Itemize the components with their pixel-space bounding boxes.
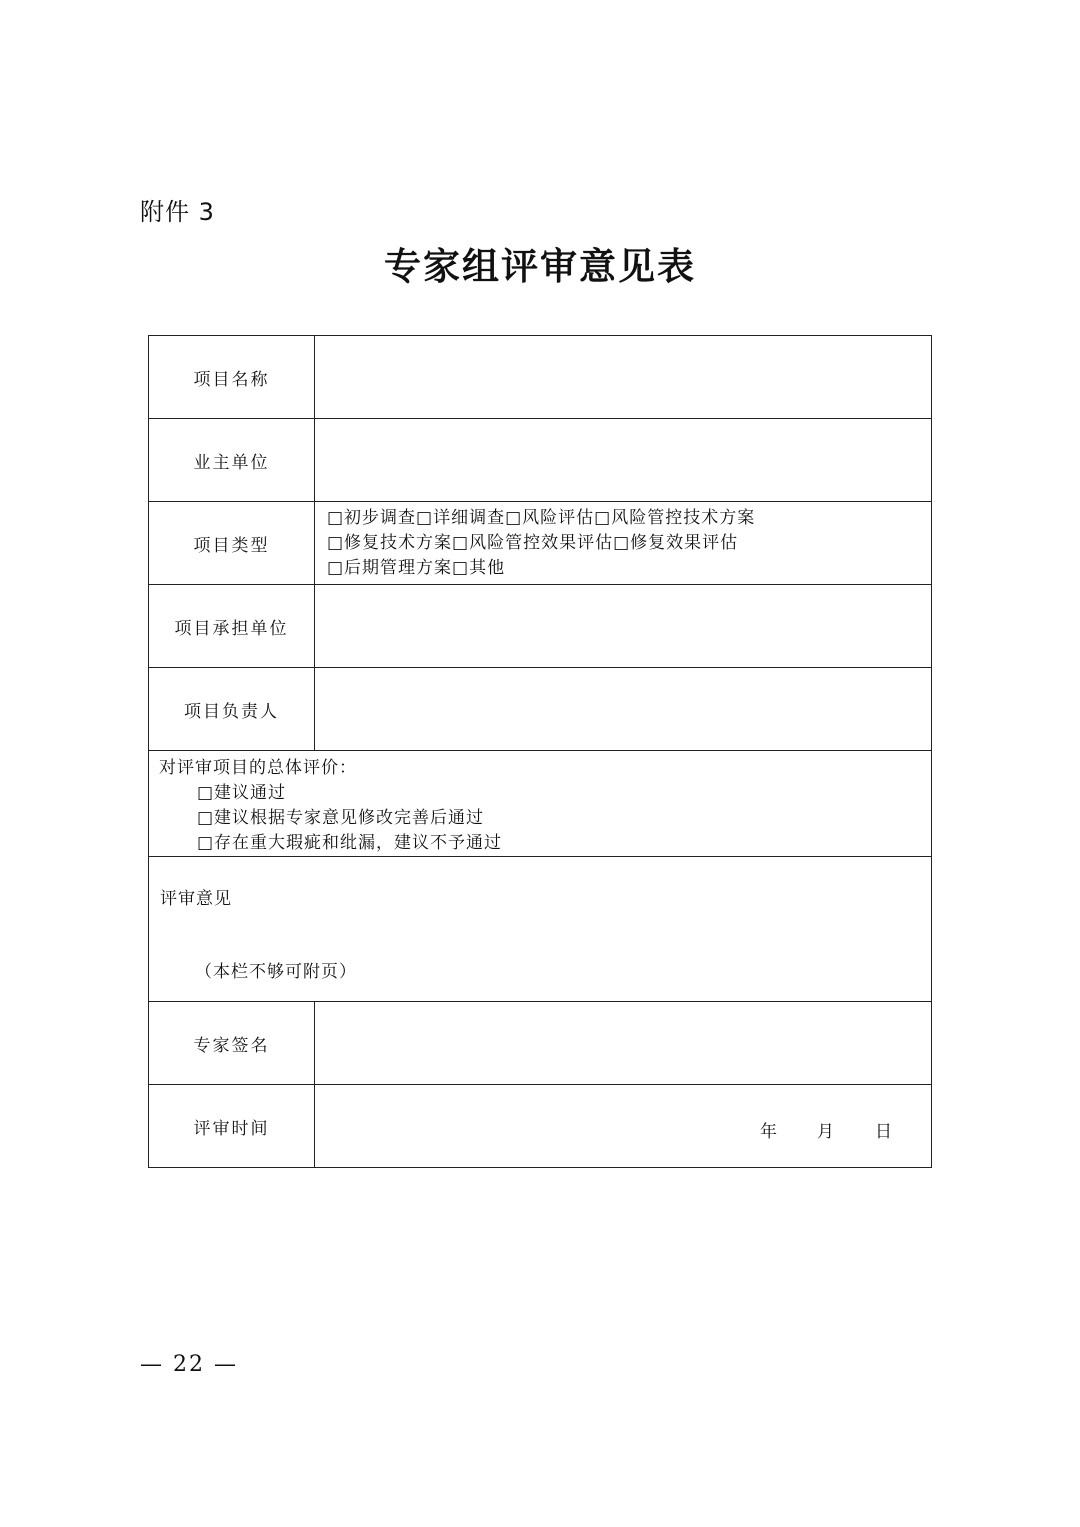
attachment-label: 附件 3 [140, 198, 215, 226]
review-opinion-cell[interactable] [149, 857, 932, 1002]
project-type-options[interactable] [315, 502, 932, 585]
review-opinion-note: （本栏不够可附页） [195, 962, 357, 982]
project-type-line[interactable]: □后期管理方案□其他 [327, 557, 506, 578]
row-project-name [149, 336, 932, 419]
row-expert-signature [149, 1002, 932, 1085]
date-day: 日 [875, 1122, 892, 1142]
undertaking-unit-field[interactable] [315, 585, 932, 668]
project-leader-label: 项目负责人 [149, 668, 315, 751]
row-project-type [149, 502, 932, 585]
page-title: 专家组评审意见表 [384, 245, 696, 288]
undertaking-unit-label: 项目承担单位 [149, 585, 315, 668]
project-type-label: 项目类型 [149, 502, 315, 585]
row-review-time [149, 1085, 932, 1168]
overall-evaluation-heading: 对评审项目的总体评价： [159, 758, 357, 778]
row-review-opinion [149, 857, 932, 1002]
option-approve-after-revision[interactable]: □建议根据专家意见修改完善后通过 [197, 808, 485, 828]
project-name-label: 项目名称 [149, 336, 315, 419]
option-reject[interactable]: □存在重大瑕疵和纰漏，建议不予通过 [197, 833, 503, 853]
row-undertaking-unit [149, 585, 932, 668]
expert-signature-label: 专家签名 [149, 1002, 315, 1085]
date-year: 年 [760, 1122, 777, 1142]
project-type-line[interactable]: □初步调查□详细调查□风险评估□风险管控技术方案 [327, 507, 756, 528]
project-name-field[interactable] [315, 336, 932, 419]
row-owner-unit [149, 419, 932, 502]
expert-signature-field[interactable] [315, 1002, 932, 1085]
owner-unit-label: 业主单位 [149, 419, 315, 502]
option-approve[interactable]: □建议通过 [197, 783, 287, 803]
page-number: — 22 — [140, 1352, 238, 1377]
project-leader-field[interactable] [315, 668, 932, 751]
review-opinion-label: 评审意见 [160, 889, 232, 909]
date-month: 月 [817, 1122, 834, 1142]
overall-evaluation-cell [149, 751, 932, 857]
row-project-leader [149, 668, 932, 751]
review-form-table [148, 335, 932, 1168]
review-time-label: 评审时间 [149, 1085, 315, 1168]
review-time-field[interactable] [315, 1085, 932, 1168]
project-type-line[interactable]: □修复技术方案□风险管控效果评估□修复效果评估 [327, 532, 739, 553]
owner-unit-field[interactable] [315, 419, 932, 502]
row-overall-evaluation [149, 751, 932, 857]
